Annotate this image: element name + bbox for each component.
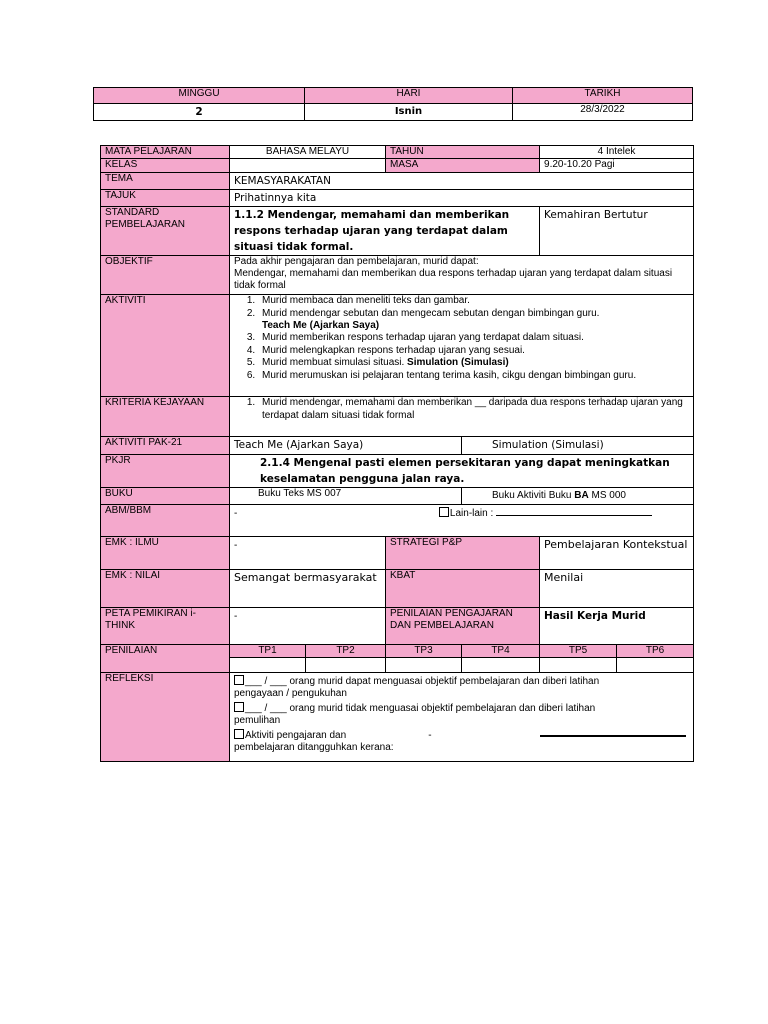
buku-teks: Buku Teks MS 007 bbox=[230, 488, 462, 505]
penilaian-label: PENILAIAN bbox=[101, 645, 230, 673]
buku-aktiviti bbox=[462, 488, 694, 505]
emk-ilmu-value: - bbox=[230, 537, 386, 570]
refleksi-dash: - bbox=[428, 730, 432, 741]
peta-value: - bbox=[230, 608, 386, 645]
tajuk-label: TAJUK bbox=[101, 190, 230, 207]
refleksi-2a: ___ / ___ orang murid tidak menguasai objektif pembelajaran dan diberi latihan bbox=[245, 703, 596, 714]
masa-label: MASA bbox=[386, 159, 540, 173]
pak21-a: Teach Me (Ajarkan Saya) bbox=[230, 437, 462, 455]
checkbox-icon[interactable] bbox=[234, 702, 244, 712]
aktiviti-item-4: 4. Murid melengkapkan respons terhadap ujaran yang sesuai. bbox=[258, 345, 689, 358]
abm-label: ABM/BBM bbox=[101, 505, 230, 537]
aktiviti-item-3: 3. Murid memberikan respons terhadap ujaran yang terdapat dalam situasi. bbox=[258, 332, 689, 345]
emk-ilmu-label: EMK : ILMU bbox=[101, 537, 230, 570]
kelas-value bbox=[230, 159, 386, 173]
masa-value: 9.20-10.20 Pagi bbox=[540, 159, 694, 173]
tahun-label: TAHUN bbox=[386, 146, 540, 159]
checkbox-icon[interactable] bbox=[234, 729, 244, 739]
tp5-cell[interactable] bbox=[540, 658, 617, 673]
penilaian-pp-value: Hasil Kerja Murid bbox=[540, 608, 694, 645]
tahun-value: 4 Intelek bbox=[540, 146, 694, 159]
refleksi-reason-blank bbox=[540, 735, 686, 737]
kbat-value: Menilai bbox=[540, 570, 694, 608]
pkjr-value: 2.1.4 Mengenal pasti elemen persekitaran yang dapat meningkatkan keselamatan pengguna jalan raya. bbox=[230, 455, 694, 488]
penilaian-pp-label: PENILAIAN PENGAJARAN DAN PEMBELAJARAN bbox=[386, 608, 540, 645]
emk-nilai-label: EMK : NILAI bbox=[101, 570, 230, 608]
buku-aktiviti-pre: Buku Aktiviti Buku bbox=[492, 490, 575, 501]
main-table bbox=[100, 145, 694, 762]
aktiviti-item-2: 2. Murid mendengar sebutan dan mengecam sebutan dengan bimbingan guru. bbox=[258, 308, 689, 321]
strategi-label: STRATEGI P&P bbox=[386, 537, 540, 570]
objektif-line1: Pada akhir pengajaran dan pembelajaran, murid dapat: bbox=[234, 256, 479, 267]
refleksi-3a: Aktiviti pengajaran dan bbox=[245, 730, 347, 741]
refleksi-3b: pembelajaran ditangguhkan kerana: bbox=[234, 742, 394, 753]
kriteria-value bbox=[230, 397, 694, 437]
tp6-label: TP6 bbox=[617, 645, 694, 658]
lain-lain-label: Lain-lain : bbox=[449, 508, 497, 519]
tema-value: KEMASYARAKATAN bbox=[230, 173, 694, 190]
strategi-value: Pembelajaran Kontekstual bbox=[540, 537, 694, 570]
tp6-cell[interactable] bbox=[617, 658, 694, 673]
mata-pelajaran-value: BAHASA MELAYU bbox=[230, 146, 386, 159]
tp5-label: TP5 bbox=[540, 645, 617, 658]
emk-nilai-value: Semangat bermasyarakat bbox=[230, 570, 386, 608]
aktiviti-item-6: 6. Murid merumuskan isi pelajaran tentang terima kasih, cikgu dengan bimbingan guru. bbox=[258, 370, 689, 383]
aktiviti-item-5-text: Murid membuat simulasi situasi. bbox=[262, 357, 405, 368]
refleksi-line-1 bbox=[234, 675, 689, 688]
buku-aktiviti-bold: BA bbox=[574, 490, 589, 501]
aktiviti-list bbox=[230, 295, 694, 397]
kbat-label: KBAT bbox=[386, 570, 540, 608]
buku-label: BUKU bbox=[101, 488, 230, 505]
standard-value: 1.1.2 Mendengar, memahami dan memberikan respons terhadap ujaran yang terdapat dalam situasi tidak formal. bbox=[230, 207, 540, 256]
abm-value bbox=[230, 505, 694, 537]
lain-lain-blank bbox=[496, 515, 652, 516]
refleksi-1a: ___ / ___ orang murid dapat menguasai objektif pembelajaran dan diberi latihan bbox=[245, 676, 600, 687]
pak21-label: AKTIVITI PAK-21 bbox=[101, 437, 230, 455]
standard-label: STANDARD PEMBELAJARAN bbox=[101, 207, 230, 256]
aktiviti-item-2-method: Teach Me (Ajarkan Saya) bbox=[262, 320, 380, 331]
tajuk-value: Prihatinnya kita bbox=[230, 190, 694, 207]
kriteria-item-1: 1. Murid mendengar, memahami dan memberikan __ daripada dua respons terhadap ujaran yang terdapat dalam situasi tidak formal bbox=[258, 397, 689, 422]
tarikh-value: 28/3/2022 bbox=[513, 104, 693, 121]
tema-label: TEMA bbox=[101, 173, 230, 190]
pak21-b: Simulation (Simulasi) bbox=[462, 437, 694, 455]
refleksi-2b: pemulihan bbox=[234, 715, 281, 726]
refleksi-1b: pengayaan / pengukuhan bbox=[234, 688, 347, 699]
kriteria-label: KRITERIA KEJAYAAN bbox=[101, 397, 230, 437]
aktiviti-label: AKTIVITI bbox=[101, 295, 230, 397]
tp2-label: TP2 bbox=[306, 645, 386, 658]
checkbox-icon[interactable] bbox=[439, 507, 449, 517]
tp4-label: TP4 bbox=[462, 645, 540, 658]
abm-dash: - bbox=[234, 508, 238, 519]
checkbox-icon[interactable] bbox=[234, 675, 244, 685]
tp1-cell[interactable] bbox=[230, 658, 306, 673]
pkjr-label: PKJR bbox=[101, 455, 230, 488]
mata-pelajaran-label: MATA PELAJARAN bbox=[101, 146, 230, 159]
refleksi-value bbox=[230, 673, 694, 762]
refleksi-label: REFLEKSI bbox=[101, 673, 230, 762]
hari-value: Isnin bbox=[305, 104, 513, 121]
objektif-label: OBJEKTIF bbox=[101, 256, 230, 295]
kelas-label: KELAS bbox=[101, 159, 230, 173]
aktiviti-item-5 bbox=[258, 357, 689, 370]
tp1-label: TP1 bbox=[230, 645, 306, 658]
aktiviti-item-1: 1. Murid membaca dan meneliti teks dan gambar. bbox=[258, 295, 689, 308]
header-table bbox=[93, 87, 693, 121]
tarikh-label: TARIKH bbox=[513, 88, 693, 104]
objektif-line2: Mendengar, memahami dan memberikan dua respons terhadap ujaran yang terdapat dalam situasi tidak formal bbox=[234, 268, 673, 291]
tp2-cell[interactable] bbox=[306, 658, 386, 673]
buku-aktiviti-post: MS 000 bbox=[588, 490, 626, 501]
tp3-label: TP3 bbox=[386, 645, 462, 658]
objektif-value bbox=[230, 256, 694, 295]
refleksi-line-2 bbox=[234, 702, 689, 715]
minggu-value: 2 bbox=[94, 104, 305, 121]
aktiviti-item-5-method: Simulation (Simulasi) bbox=[407, 357, 509, 368]
tp3-cell[interactable] bbox=[386, 658, 462, 673]
hari-label: HARI bbox=[305, 88, 513, 104]
minggu-label: MINGGU bbox=[94, 88, 305, 104]
tp4-cell[interactable] bbox=[462, 658, 540, 673]
peta-label: PETA PEMIKIRAN i-THINK bbox=[101, 608, 230, 645]
kemahiran-value: Kemahiran Bertutur bbox=[540, 207, 694, 256]
